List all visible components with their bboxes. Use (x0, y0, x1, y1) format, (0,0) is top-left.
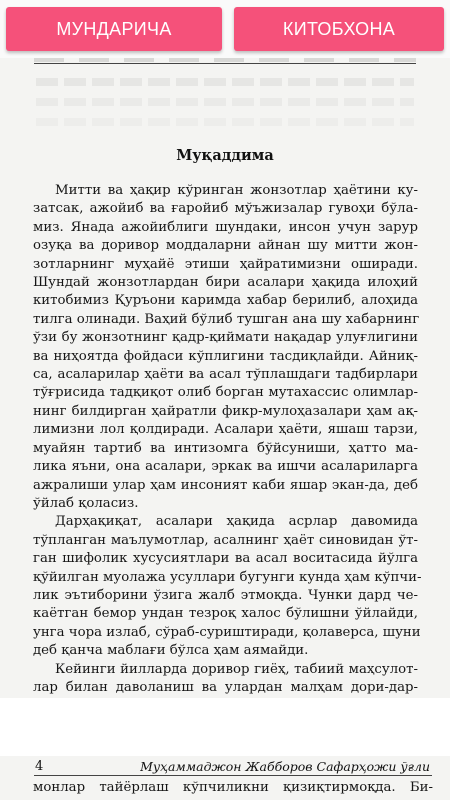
contents-button[interactable]: МУНДАРИЧА (6, 7, 222, 51)
text-line: лимизни лол қолдиради. Асалари ҳаёти, яшаш тарзи, (33, 422, 418, 438)
header-rule (34, 63, 416, 64)
text-line: ажралиши улар ҳам инсоният каби яшар экан-да, деб (33, 477, 418, 493)
text-line: каётган бемор ундан тезроқ халос бўлишни ўйлайди, (33, 606, 418, 622)
previous-page-edge (34, 58, 416, 62)
library-button[interactable]: КИТОБХОНА (234, 7, 444, 51)
text-line: озуқа ва доривор моддаларни айнан шу митти жон- (33, 238, 418, 254)
text-line: Дарҳақиқат, асалари ҳақида асрлар давомида (55, 514, 418, 530)
text-line: ган шифолик хусусиятлари ва асал воситасида йўлга (33, 551, 418, 567)
text-line: муайян тартиб ва интизомга бўйсуниши, ҳатто ма- (33, 440, 418, 456)
page-body (33, 182, 422, 697)
text-line: унга чора излаб, сўраб-суриштиради, қолаверса, шуни (33, 624, 421, 640)
bleed-through-text (36, 98, 414, 106)
page-number: 4 (35, 759, 44, 774)
top-toolbar (0, 0, 450, 58)
text-line: Митти ва ҳақир кўринган жонзотлар ҳаётини ку- (55, 183, 418, 198)
text-line: нинг билдирган ҳайратли фикр-мулоҳазалари ҳам ақ- (33, 403, 418, 419)
page-heading: Муқаддима (176, 147, 274, 164)
text-line: ўзи бу жонзотнинг қадр-қиймати нақадар улуғлигини (33, 330, 418, 346)
text-line: деб қанча маблағи бўлса ҳам аямайди. (33, 643, 309, 659)
bleed-through-text (36, 78, 414, 86)
text-line: Кейинги йилларда доривор гиёҳ, табиий маҳсулот- (55, 661, 418, 677)
text-line: тилга олинади. Ваҳий бўлиб тушган ана шу хабарнинг (33, 311, 420, 327)
text-line: тўғрисида тадқиқот олиб борган мутахассис олимлар- (33, 385, 418, 401)
page-gap (0, 698, 450, 756)
bleed-through-text (36, 118, 414, 126)
book-page[interactable] (0, 58, 450, 698)
text-line: лика яъни, она асалари, эркак ва ишчи асалариларга (33, 459, 418, 475)
text-line: са, асаларилар ҳаёти ва асал тўплашдаги тадбирлари (33, 367, 418, 383)
footer-rule (34, 775, 432, 776)
text-line: лар билан даволаниш ва улардан малҳам дори-дар- (33, 679, 418, 695)
text-line: миз. Янада ажойиблиги шундаки, инсон учун зарур (33, 219, 418, 235)
text-line: қўйилган муолажа усуллари бугунги кунда ҳам кўпчи- (33, 569, 422, 585)
text-line: ва ниҳоятда фойдаси кўплигини тасдиқлайди. Айниқ- (33, 348, 418, 364)
text-line: тўпланган маълумотлар, асалнинг ҳаёт синовидан ўт- (33, 532, 418, 548)
text-line: зотларнинг муҳайё этиши ҳайратимизни оширади. (33, 256, 418, 272)
next-page-top[interactable] (0, 756, 450, 800)
text-line: монлар тайёрлаш кўпчиликни қизиқтирмоқда. Би- (33, 780, 433, 795)
text-line: ўйлаб қоласиз. (33, 495, 139, 511)
text-line: лик эътиборини ўзига жалб этмоқда. Чунки дард че- (33, 587, 418, 603)
text-line: затсак, ажойиб ва ғаройиб мўъжизалар гувоҳи бўла- (33, 201, 418, 217)
running-head: Муҳаммаджон Жабборов Сафарҳожи ўғли (140, 759, 430, 774)
text-line: Шундай жонзотлардан бири асалари ҳақида илоҳий (33, 275, 418, 291)
text-line: китобимиз Қуръони каримда хабар берилиб, алоҳида (33, 293, 418, 309)
